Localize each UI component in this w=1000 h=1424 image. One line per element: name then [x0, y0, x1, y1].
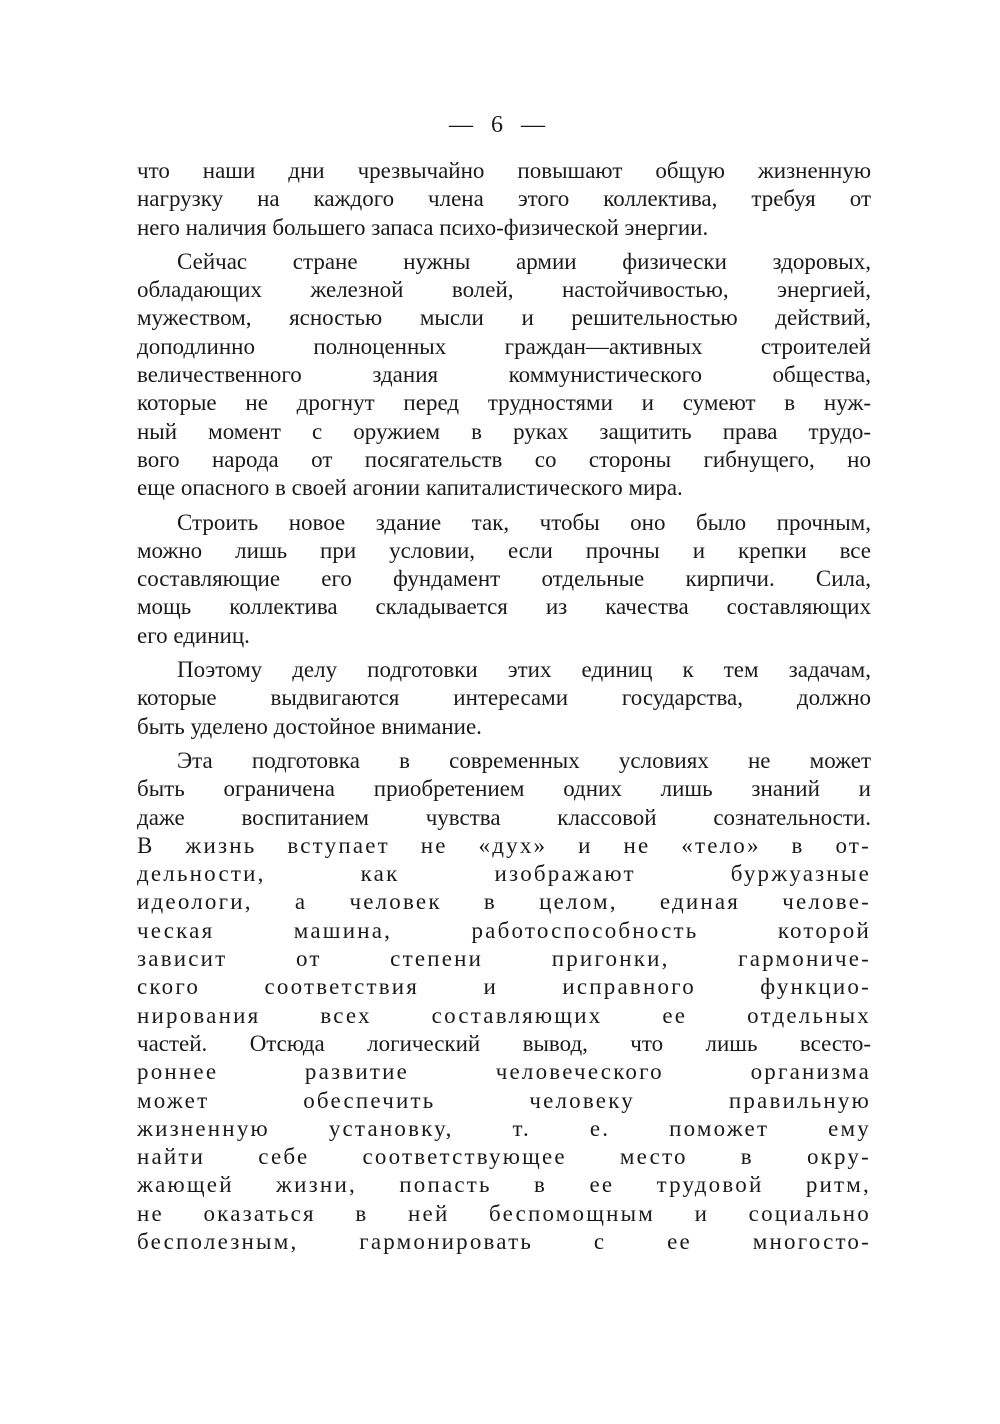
text-line: ского соответствия и исправного функцио-	[137, 974, 871, 1000]
text-line: обладающих железной волей, настойчивостью, энергией,	[137, 277, 871, 303]
text-line: ческая машина, работоспособность которой	[137, 917, 871, 943]
paragraph	[137, 656, 871, 741]
text-line: которые не дрогнут перед трудностями и сумеют в нуж-	[137, 390, 871, 416]
text-line: мощь коллектива складывается из качества составляющих	[137, 594, 871, 620]
text-line: которые выдвигаются интересами государства, должно	[137, 685, 871, 711]
text-line: него наличия большего запаса психо-физической энергии.	[137, 214, 709, 240]
body-text	[137, 157, 871, 1262]
paragraph	[137, 747, 871, 1256]
text-line: может обеспечить человеку правильную	[137, 1087, 871, 1113]
text-line: зависит от степени пригонки, гармониче-	[137, 946, 871, 972]
text-line: частей. Отсюда логический вывод, что лишь всесто-	[137, 1030, 871, 1056]
text-line: не оказаться в ней беспомощным и социально	[137, 1200, 871, 1226]
page-number: — 6 —	[449, 112, 551, 138]
text-line: Строить новое здание так, чтобы оно было прочным,	[177, 509, 871, 535]
text-line: нирования всех составляющих ее отдельных	[137, 1002, 871, 1028]
text-line: еще опасного в своей агонии капиталистического мира.	[137, 475, 683, 501]
text-line: В жизнь вступает не «дух» и не «тело» в от-	[137, 832, 871, 858]
text-line: Поэтому делу подготовки этих единиц к тем задачам,	[177, 657, 871, 683]
text-line: Эта подготовка в современных условиях не может	[177, 747, 871, 773]
text-line: бесполезным, гармонировать с ее многосто-	[137, 1228, 871, 1254]
text-line: можно лишь при условии, если прочны и крепки все	[137, 537, 871, 563]
paragraph	[137, 157, 871, 242]
text-line: идеологи, а человек в целом, единая челове-	[137, 889, 871, 915]
text-line: его единиц.	[137, 622, 250, 648]
text-line: роннее развитие человеческого организма	[137, 1059, 871, 1085]
text-line: жизненную установку, т. е. поможет ему	[137, 1115, 871, 1141]
text-line: нагрузку на каждого члена этого коллектива, требуя от	[137, 186, 871, 212]
text-line: мужеством, ясностью мысли и решительностью действий,	[137, 305, 871, 331]
text-line: быть ограничена приобретением одних лишь знаний и	[137, 776, 871, 802]
text-line: найти себе соответствующее место в окру-	[137, 1144, 871, 1170]
text-line: даже воспитанием чувства классовой сознательности.	[137, 804, 871, 830]
text-line: быть уделено достойное внимание.	[137, 713, 482, 739]
text-line: вого народа от посягательств со стороны гибнущего, но	[137, 446, 871, 472]
text-line: составляющие его фундамент отдельные кирпичи. Сила,	[137, 566, 871, 592]
text-line: дельности, как изображают буржуазные	[137, 861, 871, 887]
text-line: доподлинно полноценных граждан—активных строителей	[137, 333, 871, 359]
paragraph	[137, 509, 871, 650]
text-line: жающей жизни, попасть в ее трудовой ритм,	[137, 1172, 871, 1198]
paragraph	[137, 248, 871, 503]
text-line: ный момент с оружием в руках защитить права трудо-	[137, 418, 871, 444]
text-line: что наши дни чрезвычайно повышают общую жизненную	[137, 158, 871, 183]
text-line: величественного здания коммунистического общества,	[137, 362, 871, 388]
text-line: Сейчас стране нужны армии физически здоровых,	[177, 248, 871, 274]
